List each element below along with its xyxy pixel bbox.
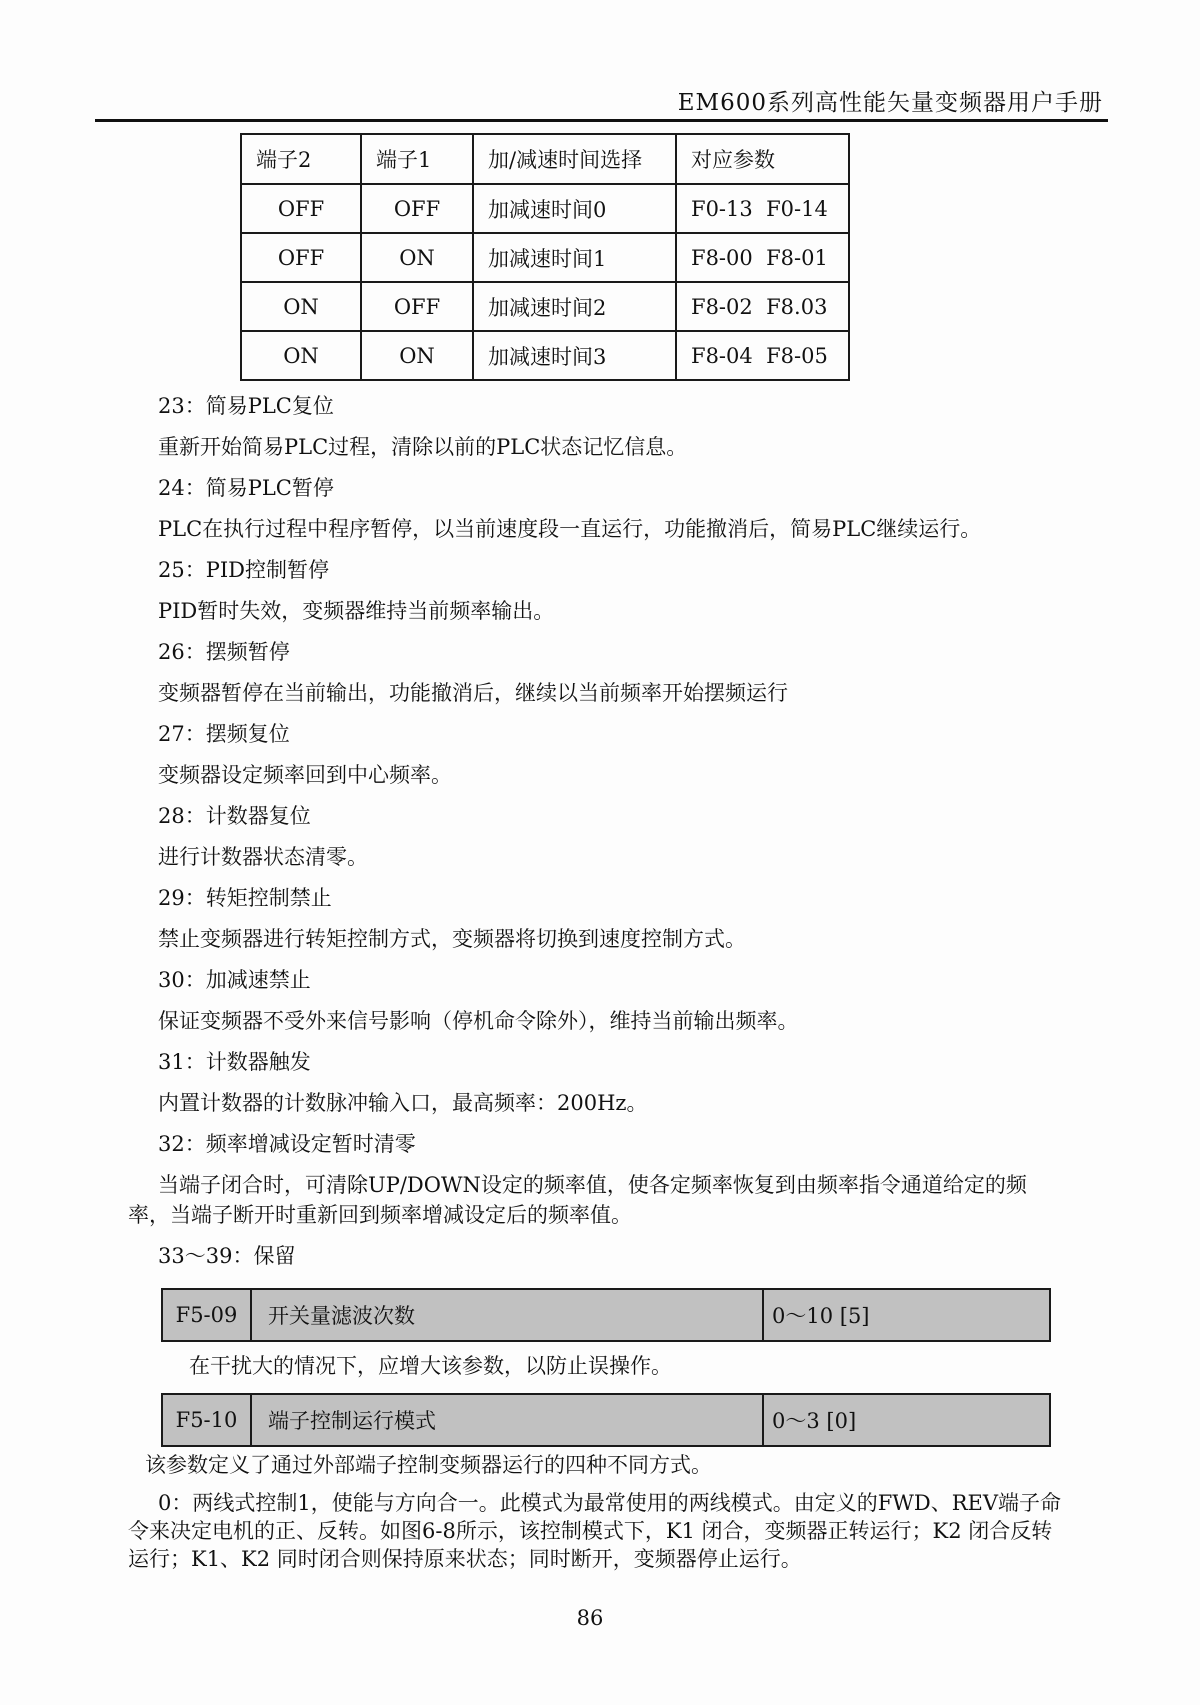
parameter-name: 端子控制运行模式: [252, 1395, 764, 1445]
cell-terminal2: OFF: [241, 184, 361, 233]
paragraph-line: 令来决定电机的正、反转。如图6-8所示，该控制模式下，K1 闭合，变频器正转运行；K2 闭合反转: [128, 1519, 1053, 1543]
cell-parameters: F8-02 F8.03: [676, 282, 849, 331]
parameter-bar-f5-09: [161, 1288, 1051, 1342]
paragraph-line: 运行；K1、K2 同时闭合则保持原来状态；同时断开，变频器停止运行。: [128, 1547, 802, 1571]
cell-time-select: 加减速时间3: [473, 331, 676, 380]
header-time-select: 加/减速时间选择: [473, 134, 676, 184]
parameter-name: 开关量滤波次数: [252, 1290, 764, 1340]
cell-time-select: 加减速时间2: [473, 282, 676, 331]
table-header-row: [241, 134, 849, 184]
function-description-list: [128, 391, 1108, 1282]
table-row: [241, 184, 849, 233]
list-line: 重新开始简易PLC过程，清除以前的PLC状态记忆信息。: [158, 435, 688, 459]
cell-time-select: 加减速时间1: [473, 233, 676, 282]
header-rule: [95, 119, 1108, 122]
paragraph-line: 率，当端子断开时重新回到频率增减设定后的频率值。: [128, 1203, 632, 1227]
page-number: 86: [576, 1606, 604, 1630]
list-line: 31：计数器触发: [158, 1050, 311, 1074]
list-line: 24：简易PLC暂停: [158, 476, 334, 500]
two-wire-mode-paragraph: [128, 1489, 1108, 1573]
list-line: 23：简易PLC复位: [158, 394, 334, 418]
cell-parameters: F8-04 F8-05: [676, 331, 849, 380]
cell-terminal1: OFF: [361, 282, 473, 331]
cell-terminal2: ON: [241, 331, 361, 380]
cell-parameters: F0-13 F0-14: [676, 184, 849, 233]
parameter-range: 0～10 [5]: [772, 1304, 870, 1328]
cell-terminal2: OFF: [241, 233, 361, 282]
table-row: [241, 282, 849, 331]
parameter-note: 在干扰大的情况下，应增大该参数，以防止误操作。: [189, 1354, 672, 1378]
header-terminal2: 端子2: [241, 134, 361, 184]
list-line: 25：PID控制暂停: [158, 558, 329, 582]
accel-decel-time-table: [240, 133, 850, 381]
parameter-code: F5-09: [163, 1290, 252, 1340]
header-terminal1: 端子1: [361, 134, 473, 184]
parameter-code: F5-10: [163, 1395, 252, 1445]
list-line: 28：计数器复位: [158, 804, 311, 828]
parameter-range: 0～3 [0]: [772, 1409, 857, 1433]
list-line: 26：摆频暂停: [158, 640, 290, 664]
cell-terminal1: ON: [361, 233, 473, 282]
list-line: 保证变频器不受外来信号影响（停机命令除外），维持当前输出频率。: [158, 1009, 799, 1033]
list-line: PLC在执行过程中程序暂停，以当前速度段一直运行，功能撤消后，简易PLC继续运行。: [158, 517, 982, 541]
list-line: 进行计数器状态清零。: [158, 845, 368, 869]
paragraph-line: 当端子闭合时，可清除UP/DOWN设定的频率值，使各定频率恢复到由频率指令通道给定的频: [158, 1173, 1027, 1197]
cell-terminal2: ON: [241, 282, 361, 331]
reserved-range-line: 33～39：保留: [158, 1244, 296, 1268]
list-line: 29：转矩控制禁止: [158, 886, 332, 910]
list-line: 32：频率增减设定暂时清零: [158, 1132, 416, 1156]
page-header-title: EM600系列高性能矢量变频器用户手册: [677, 90, 1103, 116]
list-line: 30：加减速禁止: [158, 968, 311, 992]
table-row: [241, 233, 849, 282]
header-parameters: 对应参数: [676, 134, 849, 184]
list-line: 内置计数器的计数脉冲输入口，最高频率：200Hz。: [158, 1091, 648, 1115]
cell-time-select: 加减速时间0: [473, 184, 676, 233]
list-line: 27：摆频复位: [158, 722, 290, 746]
parameter-note: 该参数定义了通过外部端子控制变频器运行的四种不同方式。: [145, 1453, 712, 1477]
cell-terminal1: OFF: [361, 184, 473, 233]
list-line: 变频器暂停在当前输出，功能撤消后，继续以当前频率开始摆频运行: [158, 681, 788, 705]
paragraph-line: 0：两线式控制1，使能与方向合一。此模式为最常使用的两线模式。由定义的FWD、REV端子命: [158, 1491, 1062, 1515]
parameter-bar-f5-10: [161, 1393, 1051, 1447]
list-line: PID暂时失效，变频器维持当前频率输出。: [158, 599, 555, 623]
cell-parameters: F8-00 F8-01: [676, 233, 849, 282]
function-32-paragraph: [128, 1170, 1108, 1230]
list-line: 禁止变频器进行转矩控制方式，变频器将切换到速度控制方式。: [158, 927, 746, 951]
table-row: [241, 331, 849, 380]
list-line: 变频器设定频率回到中心频率。: [158, 763, 452, 787]
cell-terminal1: ON: [361, 331, 473, 380]
